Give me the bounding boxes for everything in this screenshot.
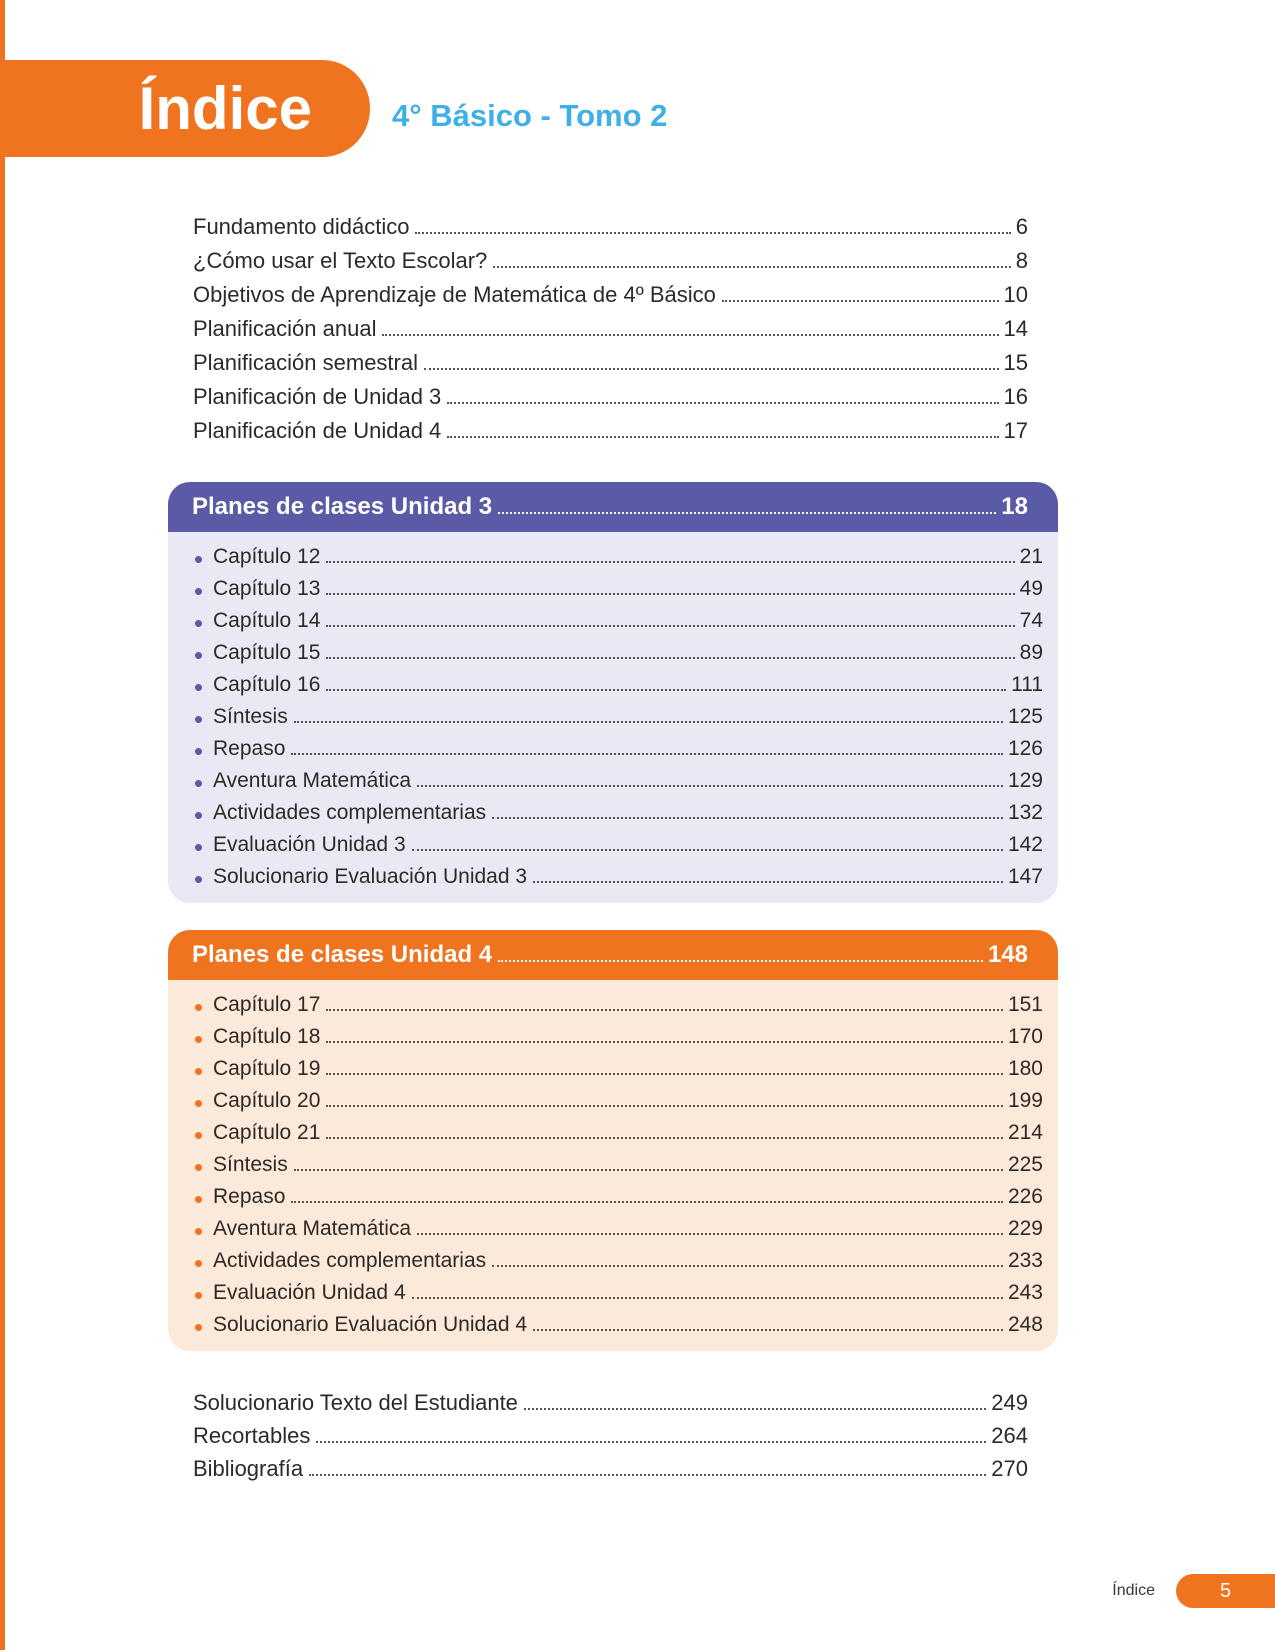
toc-entry-label: Capítulo 12 [213, 545, 321, 568]
dot-leader [492, 817, 1003, 819]
toc-entry-page: 248 [1007, 1313, 1043, 1336]
dot-leader [309, 1474, 986, 1476]
toc-entry [195, 989, 1043, 1021]
section-unidad-3-header [168, 482, 1058, 532]
toc-entry-page: 151 [1007, 993, 1043, 1016]
toc-entry-label: Capítulo 15 [213, 641, 321, 664]
dot-leader [533, 1329, 1003, 1331]
toc-entry [195, 1149, 1043, 1181]
toc-entry-label: Capítulo 18 [213, 1025, 321, 1048]
dot-leader [326, 1073, 1003, 1075]
toc-entry-page: 214 [1007, 1121, 1043, 1144]
dot-leader [412, 849, 1003, 851]
dot-leader [326, 1105, 1003, 1107]
toc-entry [195, 1309, 1043, 1341]
toc-entry [195, 765, 1043, 797]
toc-entry-page: 180 [1007, 1057, 1043, 1080]
bullet-icon [195, 588, 202, 595]
dot-leader [447, 436, 998, 438]
bullet-icon [195, 716, 202, 723]
dot-leader [294, 721, 1003, 723]
toc-entry [195, 829, 1043, 861]
toc-entry [195, 1181, 1043, 1213]
toc-entry-label: Evaluación Unidad 3 [213, 833, 406, 856]
dot-leader [447, 402, 998, 404]
toc-entry-page: 249 [991, 1390, 1028, 1415]
toc-entry-page: 142 [1007, 833, 1043, 856]
toc-entry-page: 14 [1003, 316, 1028, 341]
section-unidad-4 [168, 930, 1058, 1351]
toc-entry [195, 733, 1043, 765]
left-edge-stripe [0, 0, 5, 1650]
bullet-icon [195, 1132, 202, 1139]
toc-entry-label: Evaluación Unidad 4 [213, 1281, 406, 1304]
dot-leader [326, 625, 1014, 627]
toc-entry-label: Planificación de Unidad 4 [193, 418, 442, 443]
toc-entry [193, 1386, 1028, 1419]
toc-entry [195, 669, 1043, 701]
toc-entry [195, 605, 1043, 637]
dot-leader [326, 593, 1014, 595]
toc-entry-label: Planificación semestral [193, 350, 418, 375]
toc-entry-page: 170 [1007, 1025, 1043, 1048]
section-unidad-3 [168, 482, 1058, 903]
toc-bottom-list [193, 1386, 1028, 1485]
dot-leader [326, 1009, 1003, 1011]
section-title: Planes de clases Unidad 3 [192, 493, 493, 520]
toc-entry-label: ¿Cómo usar el Texto Escolar? [193, 248, 488, 273]
page-subtitle: 4° Básico - Tomo 2 [392, 98, 668, 133]
toc-entry [195, 1277, 1043, 1309]
page-footer [1112, 1574, 1275, 1608]
toc-entry-page: 111 [1011, 673, 1043, 696]
bullet-icon [195, 1260, 202, 1267]
toc-entry [193, 380, 1028, 414]
toc-entry [195, 1053, 1043, 1085]
toc-entry-label: Capítulo 19 [213, 1057, 321, 1080]
bullet-icon [195, 1228, 202, 1235]
toc-entry-page: 16 [1003, 384, 1028, 409]
toc-entry [195, 1117, 1043, 1149]
toc-entry-page: 225 [1007, 1153, 1043, 1176]
toc-entry [195, 797, 1043, 829]
toc-entry [195, 1021, 1043, 1053]
toc-entry-page: 126 [1007, 737, 1043, 760]
bullet-icon [195, 1324, 202, 1331]
toc-entry-page: 243 [1007, 1281, 1043, 1304]
toc-entry [195, 637, 1043, 669]
bullet-icon [195, 1164, 202, 1171]
bullet-icon [195, 844, 202, 851]
dot-leader [382, 334, 998, 336]
toc-top-list [193, 210, 1028, 448]
toc-entry-label: Capítulo 13 [213, 577, 321, 600]
toc-entry-page: 229 [1007, 1217, 1043, 1240]
bullet-icon [195, 812, 202, 819]
bullet-icon [195, 652, 202, 659]
toc-entry [193, 1419, 1028, 1452]
toc-entry-label: Capítulo 17 [213, 993, 321, 1016]
bullet-icon [195, 1036, 202, 1043]
bullet-icon [195, 1100, 202, 1107]
toc-entry [195, 1245, 1043, 1277]
toc-entry-page: 74 [1019, 609, 1043, 632]
toc-entry [193, 414, 1028, 448]
toc-entry-page: 129 [1007, 769, 1043, 792]
toc-entry-label: Solucionario Texto del Estudiante [193, 1390, 518, 1415]
dot-leader [326, 689, 1006, 691]
bullet-icon [195, 1292, 202, 1299]
title-badge [0, 60, 370, 157]
toc-entry-label: Bibliografía [193, 1456, 304, 1481]
toc-entry-page: 226 [1007, 1185, 1043, 1208]
dot-leader [524, 1408, 986, 1410]
section-unidad-3-body [168, 532, 1058, 903]
dot-leader [326, 1137, 1003, 1139]
toc-entry [193, 346, 1028, 380]
toc-entry-page: 10 [1003, 282, 1028, 307]
dot-leader [722, 300, 999, 302]
section-page: 148 [987, 941, 1028, 968]
dot-leader [291, 1201, 1003, 1203]
section-title: Planes de clases Unidad 4 [192, 941, 493, 968]
toc-entry [195, 573, 1043, 605]
toc-entry-label: Solucionario Evaluación Unidad 4 [213, 1313, 528, 1336]
bullet-icon [195, 876, 202, 883]
toc-entry-label: Aventura Matemática [213, 1217, 412, 1240]
toc-entry [193, 312, 1028, 346]
dot-leader [417, 1233, 1003, 1235]
toc-entry [195, 1085, 1043, 1117]
bullet-icon [195, 684, 202, 691]
toc-entry [195, 1213, 1043, 1245]
toc-entry-page: 21 [1019, 545, 1043, 568]
page-number-badge [1176, 1574, 1275, 1608]
toc-entry-label: Síntesis [213, 705, 288, 728]
footer-section-label: Índice [1112, 1582, 1155, 1599]
dot-leader [291, 753, 1003, 755]
dot-leader [417, 785, 1003, 787]
toc-entry-label: Planificación de Unidad 3 [193, 384, 442, 409]
toc-entry-page: 8 [1015, 248, 1028, 273]
section-page: 18 [1001, 493, 1028, 520]
toc-entry-label: Solucionario Evaluación Unidad 3 [213, 865, 528, 888]
toc-entry-label: Repaso [213, 1185, 286, 1208]
toc-entry [193, 1452, 1028, 1485]
dot-leader [498, 512, 996, 514]
toc-entry-label: Capítulo 14 [213, 609, 321, 632]
page-title: Índice [138, 75, 312, 142]
bullet-icon [195, 780, 202, 787]
toc-entry-page: 233 [1007, 1249, 1043, 1272]
dot-leader [533, 881, 1003, 883]
toc-entry-page: 132 [1007, 801, 1043, 824]
toc-entry-label: Planificación anual [193, 316, 377, 341]
toc-entry-label: Capítulo 21 [213, 1121, 321, 1144]
toc-entry-page: 89 [1019, 641, 1043, 664]
toc-entry [193, 278, 1028, 312]
toc-entry-label: Actividades complementarias [213, 801, 487, 824]
dot-leader [316, 1441, 986, 1443]
toc-entry-label: Repaso [213, 737, 286, 760]
toc-entry-page: 270 [991, 1456, 1028, 1481]
toc-entry-page: 49 [1019, 577, 1043, 600]
toc-entry-label: Recortables [193, 1423, 311, 1448]
bullet-icon [195, 748, 202, 755]
toc-entry [195, 861, 1043, 893]
dot-leader [492, 1265, 1003, 1267]
toc-entry-page: 147 [1007, 865, 1043, 888]
bullet-icon [195, 620, 202, 627]
bullet-icon [195, 1068, 202, 1075]
bullet-icon [195, 1196, 202, 1203]
toc-entry-label: Capítulo 20 [213, 1089, 321, 1112]
toc-entry-label: Capítulo 16 [213, 673, 321, 696]
bullet-icon [195, 1004, 202, 1011]
toc-entry-page: 199 [1007, 1089, 1043, 1112]
toc-entry-label: Actividades complementarias [213, 1249, 487, 1272]
dot-leader [326, 1041, 1003, 1043]
bullet-icon [195, 556, 202, 563]
dot-leader [412, 1297, 1003, 1299]
page-number: 5 [1219, 1579, 1232, 1602]
toc-entry [193, 210, 1028, 244]
dot-leader [294, 1169, 1003, 1171]
dot-leader [415, 232, 1010, 234]
dot-leader [424, 368, 999, 370]
toc-entry [195, 541, 1043, 573]
toc-entry-page: 15 [1003, 350, 1028, 375]
toc-entry-label: Aventura Matemática [213, 769, 412, 792]
section-unidad-4-header [168, 930, 1058, 980]
toc-entry-label: Objetivos de Aprendizaje de Matemática de 4º Básico [193, 282, 716, 307]
dot-leader [326, 657, 1014, 659]
toc-entry-page: 17 [1003, 418, 1028, 443]
toc-entry-page: 6 [1015, 214, 1028, 239]
toc-entry [193, 244, 1028, 278]
dot-leader [493, 266, 1010, 268]
dot-leader [498, 960, 983, 962]
section-unidad-4-body [168, 980, 1058, 1351]
toc-entry-page: 125 [1007, 705, 1043, 728]
toc-entry-label: Síntesis [213, 1153, 288, 1176]
toc-entry-page: 264 [991, 1423, 1028, 1448]
dot-leader [326, 561, 1014, 563]
toc-entry [195, 701, 1043, 733]
toc-entry-label: Fundamento didáctico [193, 214, 410, 239]
